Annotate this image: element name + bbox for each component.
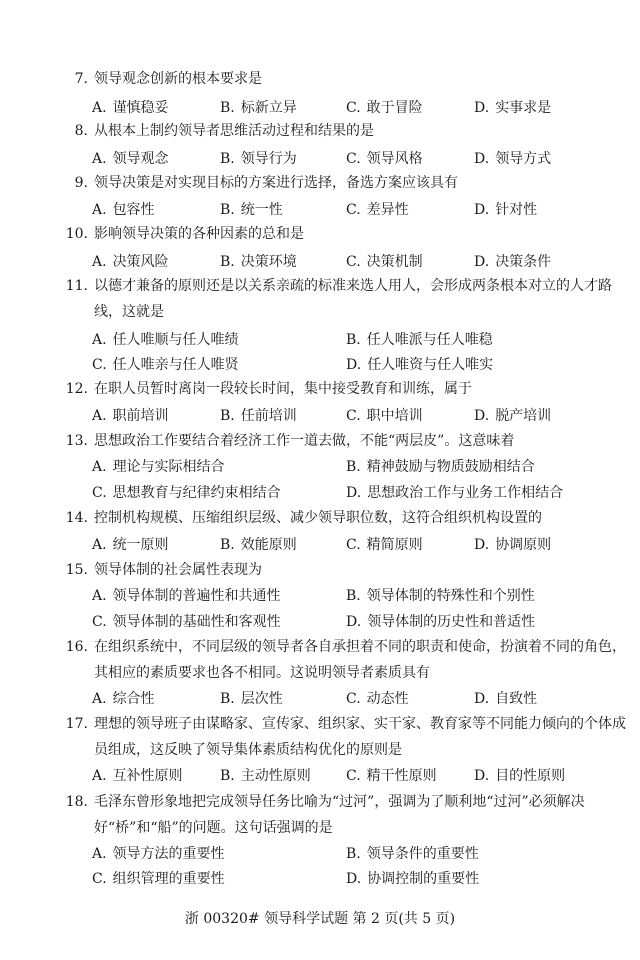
option-b: B. 统一性	[220, 202, 283, 218]
option-d: D. 实事求是	[474, 100, 552, 116]
option-c: C. 差异性	[346, 202, 409, 218]
option-b: B. 任人唯派与任人唯稳	[346, 332, 493, 348]
option-c: C. 领导风格	[346, 151, 423, 167]
question-18	[62, 789, 634, 841]
option-d: D. 任人唯资与任人唯实	[346, 357, 494, 373]
option-a: A. 包容性	[92, 202, 155, 218]
question-number: 18.	[65, 794, 88, 810]
option-c: C. 精干性原则	[346, 768, 437, 784]
question-number: 9.	[74, 175, 88, 191]
question-9	[62, 170, 602, 196]
option-a: A. 领导体制的普遍性和共通性	[92, 588, 281, 604]
question-13	[62, 428, 602, 454]
option-a: A. 综合性	[92, 691, 155, 707]
question-number: 13.	[65, 433, 88, 449]
option-d: D. 领导方式	[474, 151, 552, 167]
option-b: B. 效能原则	[220, 537, 297, 553]
question-7	[62, 66, 602, 92]
question-11	[62, 273, 634, 325]
question-10	[62, 221, 602, 247]
question-stem: 思想政治工作要结合着经济工作一道去做，不能“两层皮”。这意味着	[94, 433, 515, 449]
question-number: 10.	[65, 226, 88, 242]
option-b: B. 决策环境	[220, 254, 297, 270]
option-d: D. 协调原则	[474, 537, 552, 553]
option-b: B. 领导行为	[220, 151, 297, 167]
question-stem: 领导体制的社会属性表现为	[94, 562, 262, 578]
option-a: A. 谨慎稳妥	[92, 100, 169, 116]
option-b: B. 精神鼓励与物质鼓励相结合	[346, 459, 535, 475]
question-stem: 在职人员暂时离岗一段较长时间，集中接受教育和训练，属于	[94, 381, 472, 397]
question-15	[62, 557, 602, 583]
question-stem: 从根本上制约领导者思维活动过程和结果的是	[94, 123, 374, 139]
question-number: 14.	[65, 510, 88, 526]
option-b: B. 层次性	[220, 691, 283, 707]
question-stem: 领导决策是对实现目标的方案进行选择，备选方案应该具有	[94, 175, 458, 191]
option-d: D. 自致性	[474, 691, 538, 707]
option-b: B. 领导体制的特殊性和个别性	[346, 588, 535, 604]
option-c: C. 决策机制	[346, 254, 423, 270]
question-17	[62, 711, 634, 763]
option-d: D. 决策条件	[474, 254, 552, 270]
question-stem: 影响领导决策的各种因素的总和是	[94, 226, 304, 242]
option-a: A. 职前培训	[92, 408, 169, 424]
option-a: A. 领导方法的重要性	[92, 846, 225, 862]
option-c: C. 敢于冒险	[346, 100, 423, 116]
option-d: D. 思想政治工作与业务工作相结合	[346, 485, 564, 501]
question-8	[62, 118, 602, 144]
question-stem: 领导观念创新的根本要求是	[94, 71, 262, 87]
option-a: A. 统一原则	[92, 537, 169, 553]
option-b: B. 任前培训	[220, 408, 297, 424]
option-c: C. 思想教育与纪律约束相结合	[92, 485, 281, 501]
option-c: C. 职中培训	[346, 408, 423, 424]
option-d: D. 领导体制的历史性和普适性	[346, 614, 536, 630]
option-c: C. 任人唯亲与任人唯贤	[92, 357, 239, 373]
option-a: A. 任人唯顺与任人唯绩	[92, 332, 239, 348]
question-stem: 毛泽东曾形象地把完成领导任务比喻为“过河”，强调为了顺利地“过河”必须解决好“桥”和“船”的问题。这句话强调的是	[94, 794, 585, 836]
option-c: C. 精简原则	[346, 537, 423, 553]
question-stem: 理想的领导班子由谋略家、宣传家、组织家、实干家、教育家等不同能力倾向的个体成员组成，这反映了领导集体素质结构优化的原则是	[94, 716, 626, 758]
question-number: 7.	[74, 71, 88, 87]
question-number: 15.	[65, 562, 88, 578]
option-b: B. 主动性原则	[220, 768, 311, 784]
question-number: 16.	[65, 639, 88, 655]
question-16	[62, 634, 634, 686]
question-stem: 在组织系统中，不同层级的领导者各自承担着不同的职责和使命，扮演着不同的角色，其相应的素质要求也各不相同。这说明领导者素质具有	[94, 639, 626, 681]
question-number: 11.	[65, 278, 88, 294]
option-b: B. 标新立异	[220, 100, 297, 116]
question-number: 8.	[74, 123, 88, 139]
option-d: D. 协调控制的重要性	[346, 871, 480, 887]
option-c: C. 组织管理的重要性	[92, 871, 225, 887]
question-stem: 以德才兼备的原则还是以关系亲疏的标准来选人用人，会形成两条根本对立的人才路线，这就是	[94, 278, 612, 320]
option-b: B. 领导条件的重要性	[346, 846, 479, 862]
option-d: D. 针对性	[474, 202, 538, 218]
option-a: A. 互补性原则	[92, 768, 183, 784]
option-d: D. 脱产培训	[474, 408, 552, 424]
question-number: 17.	[65, 716, 88, 732]
page-footer: 浙 00320# 领导科学试题 第 2 页(共 5 页)	[184, 911, 456, 927]
question-12	[62, 376, 602, 402]
option-a: A. 决策风险	[92, 254, 169, 270]
option-c: C. 领导体制的基础性和客观性	[92, 614, 281, 630]
question-stem: 控制机构规模、压缩组织层级、减少领导职位数，这符合组织机构设置的	[94, 510, 542, 526]
option-d: D. 目的性原则	[474, 768, 566, 784]
option-a: A. 领导观念	[92, 151, 169, 167]
option-c: C. 动态性	[346, 691, 409, 707]
option-a: A. 理论与实际相结合	[92, 459, 225, 475]
question-14	[62, 505, 602, 531]
question-number: 12.	[65, 381, 88, 397]
